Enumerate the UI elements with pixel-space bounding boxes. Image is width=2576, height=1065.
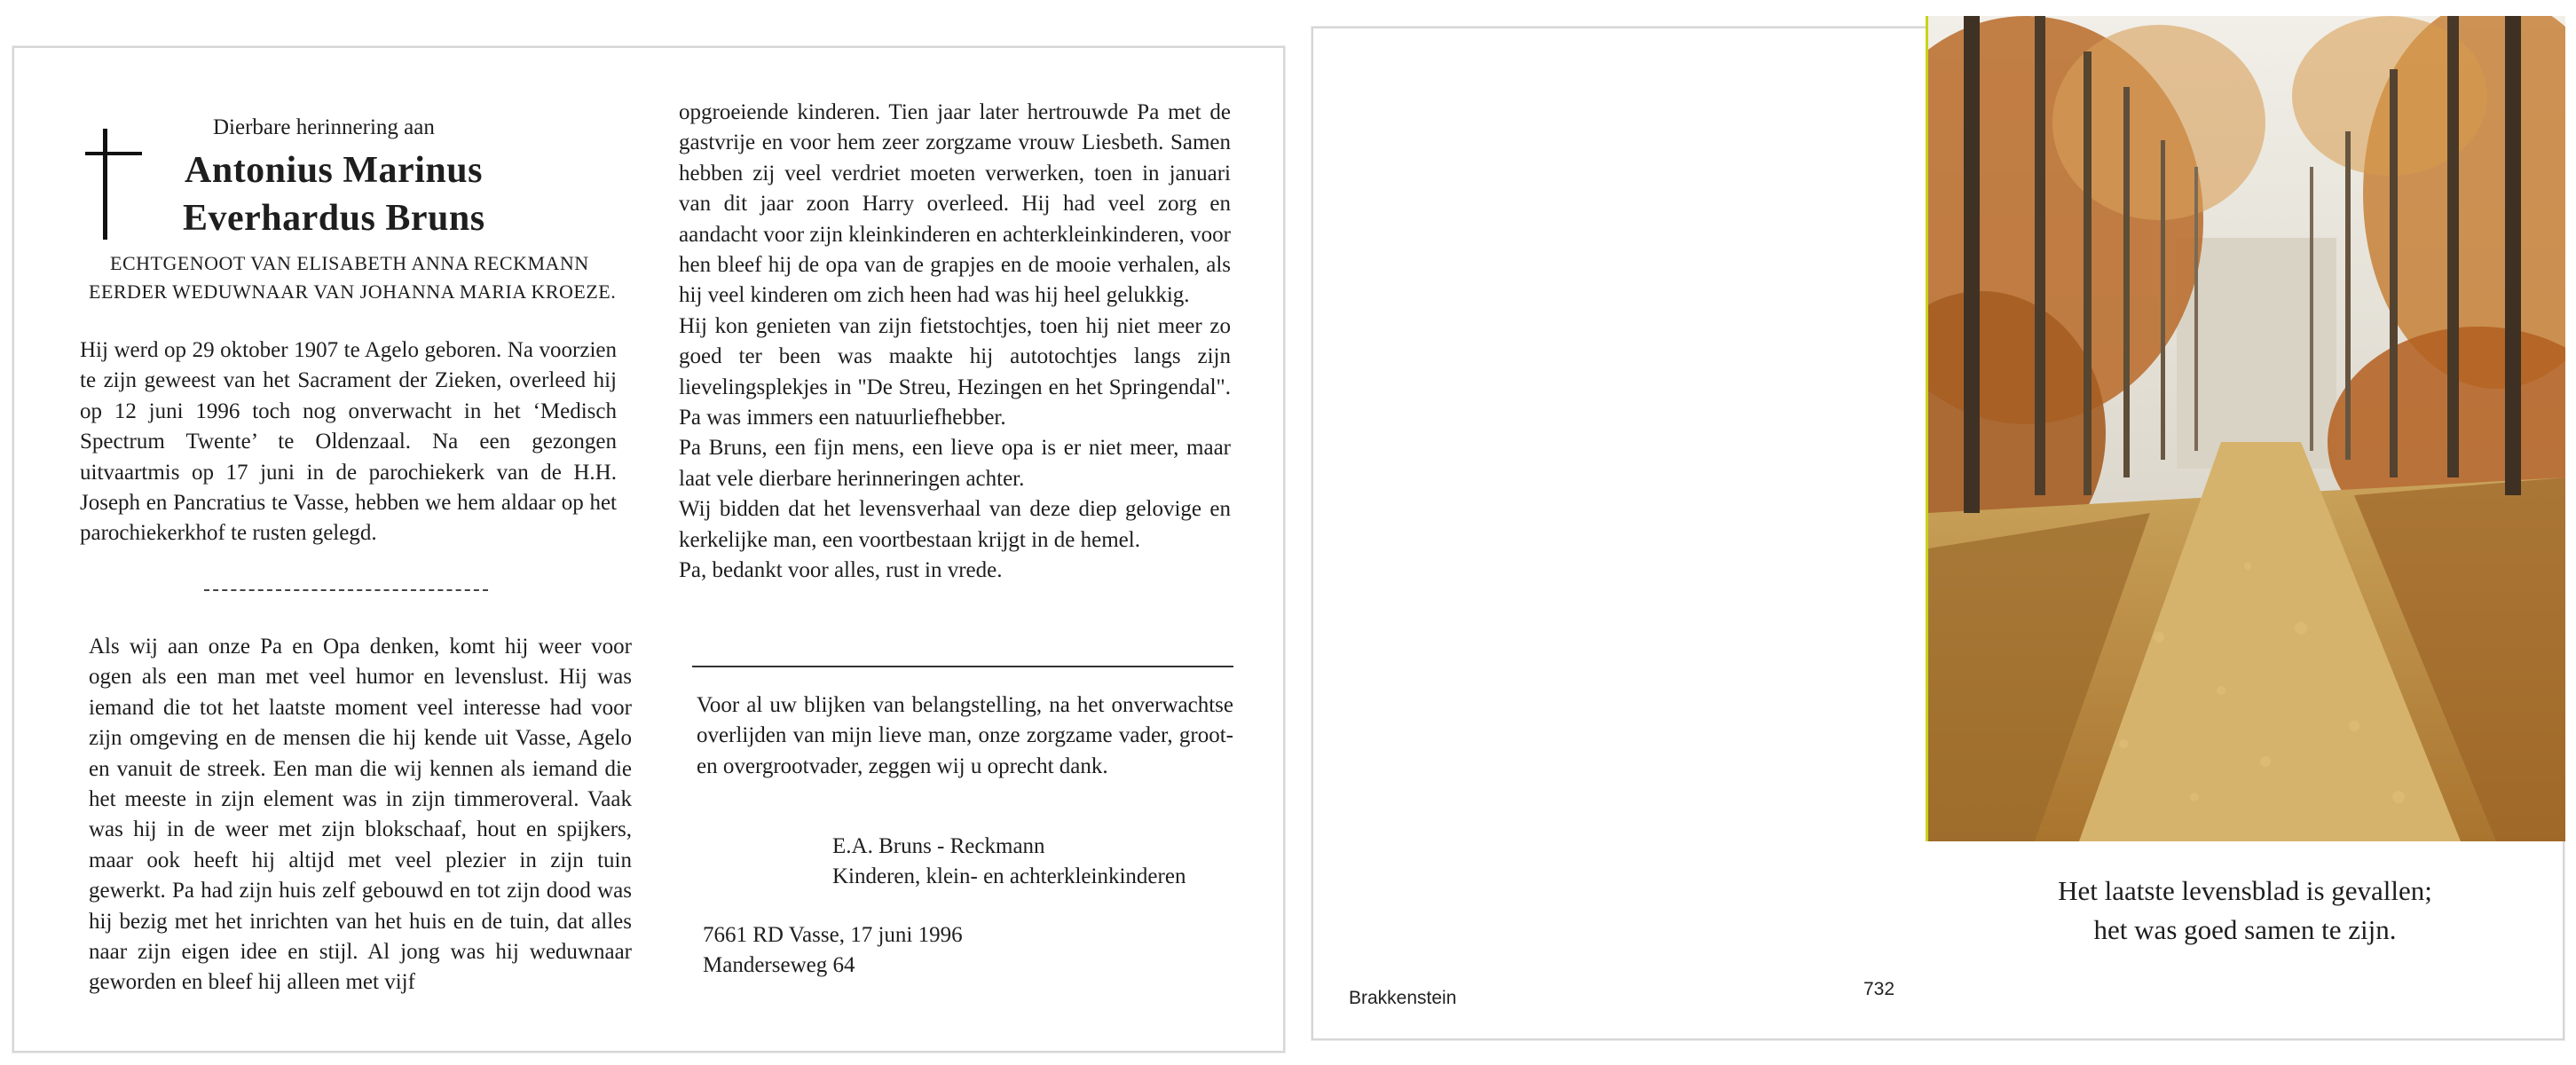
cross-icon: [103, 129, 107, 240]
publisher-label: Brakkenstein: [1349, 988, 1457, 1008]
address-line2: Manderseweg 64: [703, 953, 855, 977]
card-number: 732: [1863, 979, 1895, 999]
address-line1: 7661 RD Vasse, 17 juni 1996: [703, 923, 963, 947]
memory-paragraph-farewell: Pa Bruns, een fijn mens, een lieve opa is er niet meer, maar laat vele dierbare herinneringen achter.: [679, 436, 1231, 491]
memory-paragraph: Als wij aan onze Pa en Opa denken, komt hij weer voor ogen als een man met veel humor en levenslust. Hij was iemand die tot het laatste moment veel interesse had voor zijn omgeving en de mensen die hij kende uit Vasse, Agelo en vanuit de streek. Een man die wij kennen als iemand die het meeste in zijn element was in zijn timmeroveral. Vaak was hij in de weer met zijn blokschaaf, hout en spijkers, maar ook heeft hij altijd met veel plezier in zijn tuin gewerkt. Pa had zijn huis zelf gebouwd en tot zijn dood was hij bezig met het inrichten van het huis en de tuin, dat alles naar zijn eigen idee en stijl. Al jong was hij weduwnaar geworden en bleef hij alleen met vijf: [89, 635, 632, 995]
caption-line2: het was goed samen te zijn.: [2093, 914, 2397, 945]
memory-paragraph-hobbies: Hij kon genieten van zijn fietstochtjes, toen hij niet meer zo goed ter been was maakte hij autotochtjes langs zijn lievelingsplekjes in "De Streu, Hezingen en het Springendal". Pa was immers een natuurliefhebber.: [679, 313, 1231, 430]
caption-line1: Het laatste levensblad is gevallen;: [2058, 875, 2432, 906]
cross-icon-bar: [85, 152, 142, 155]
memory-paragraph-continued: opgroeiende kinderen. Tien jaar later hertrouwde Pa met de gastvrije en voor hem zeer zorgzame vrouw Liesbeth. Samen hebben zij veel verdriet moeten verwerken, toen in januari van dit jaar zoon Harry overleed. Hij had veel zorg en aandacht voor zijn kleinkinderen en achterkleinkinderen, voor hen bleef hij de opa van de grapjes en de mooie verhalen, als hij veel kinderen om zich heen had was hij heel gelukkig.: [679, 100, 1231, 308]
memory-paragraph-thanks-pa: Pa, bedankt voor alles, rust in vrede.: [679, 558, 1003, 583]
forest-path-illustration: [1928, 16, 2565, 841]
biography-paragraph: Hij werd op 29 oktober 1907 te Agelo geboren. Na voorzien te zijn geweest van het Sacrament der Zieken, overleed hij op 12 juni 1996 toch nog onverwacht in het ‘Medisch Spectrum Twente’ te Oldenzaal. Na een gezongen uitvaartmis op 17 juni in de parochiekerk van de H.H. Joseph en Pancratius te Vasse, hebben we hem aldaar op het parochiekerkhof te rusten gelegd.: [80, 338, 617, 546]
autumn-forest-photo: [1926, 16, 2565, 841]
intro-text: Dierbare herinnering aan: [213, 115, 435, 139]
signature-family: Kinderen, klein- en achterkleinkinderen: [832, 864, 1186, 888]
spouse-line: ECHTGENOOT VAN ELISABETH ANNA RECKMANN: [110, 252, 589, 274]
widower-line: EERDER WEDUWNAAR VAN JOHANNA MARIA KROEZE.: [89, 280, 617, 303]
column-1-lower: [89, 632, 632, 998]
deceased-name-line1: Antonius Marinus: [185, 150, 483, 191]
divider: [204, 589, 488, 591]
column-2: [679, 98, 1231, 587]
thanks-text: Voor al uw blijken van belangstelling, na het onverwachtse overlijden van mijn lieve man, onze zorgzame vader, groot- en overgrootvader, zeggen wij u oprecht dank.: [697, 693, 1233, 778]
column-1-upper: [80, 335, 617, 549]
deceased-name-line2: Everhardus Bruns: [183, 198, 485, 239]
section-rule: [692, 666, 1233, 667]
thanks-block: [697, 690, 1233, 782]
signature-name: E.A. Bruns - Reckmann: [832, 834, 1045, 858]
memory-paragraph-prayer: Wij bidden dat het levensverhaal van deze diep gelovige en kerkelijke man, een voortbestaan krijgt in de hemel.: [679, 497, 1231, 552]
